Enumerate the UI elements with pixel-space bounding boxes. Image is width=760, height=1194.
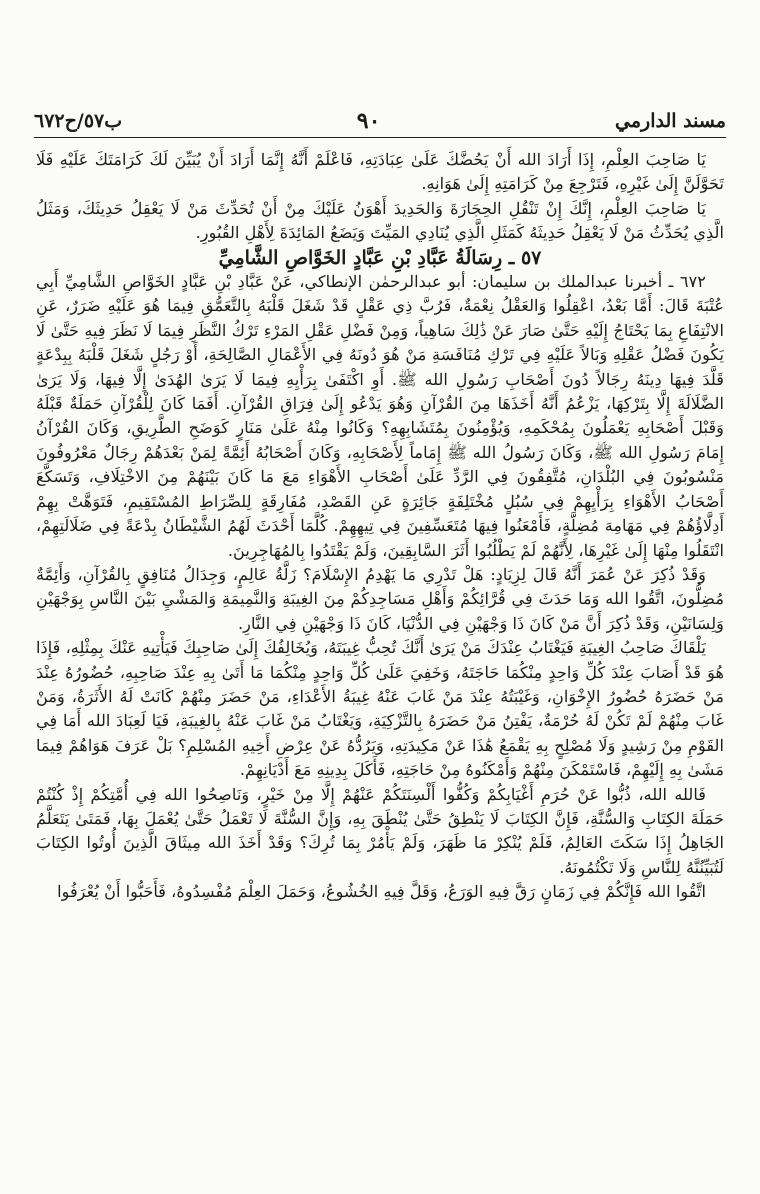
paragraph: فَالله الله، ذُبُّوا عَنْ حُرَمِ أَغْيَابِكُمْ وَكُفُّوا أَلْسِنَتَكُمْ عَنْهُمْ إِلَّا مِنْ خَيْرٍ، وَنَاصِحُوا الله فِي أُمَّتِكُمْ إِذْ كُنْتُمْ حَمَلَةَ الكِتَابِ وَالسُّنَّةِ، فَإِنَّ الكِتَابَ لَا يَنْطِقُ حَتَّىٰ يُنْطَقَ بِهِ، وَإِنَّ السُّنَّةَ لَا تَعْمَلُ حَتَّىٰ يُعْمَلَ بِهَا، فَمَتَىٰ يَتَعَلَّمُ الجَاهِلُ إِذَا سَكَتَ العَالِمُ، فَلَمْ يُنْكِرْ مَا ظَهَرَ، وَلَمْ يَأْمُرْ بِمَا تُرِكَ؟ وَقَدْ أَخَذَ الله مِيثَاقَ الَّذِينَ أُوتُوا الكِتَابَ لَتُبَيِّنُنَّهُ لِلنَّاسِ وَلَا تَكْتُمُونَهُ. [36, 784, 724, 877]
header-divider [34, 137, 726, 138]
paragraph: يَا صَاحِبَ العِلْمِ، إِذَا أَرَادَ الله أَنْ يَحُضَّكَ عَلَىٰ عِبَادَتِهِ، فَاعْلَمْ أَنَّهُ إِنَّمَا أَرَادَ أَنْ يُبَيِّنَ لَكَ كَرَامَتَكَ عَلَيْهِ فَلَا تَحَوَّلَنَّ إِلَىٰ غَيْرِهِ، فَتَرْجِعَ مِنْ كَرَامَتِهِ إِلَىٰ هَوَانِهِ. [36, 150, 724, 194]
section-title: ٥٧ ـ رِسَالَةُ عَبَّادِ بْنِ عَبَّادٍ الخَوَّاصِ الشَّامِيِّ [218, 246, 542, 269]
page-number: ٩٠ [356, 108, 381, 134]
hadith-reference: ب٥٧/ح٦٧٢ [34, 110, 123, 132]
paragraph: يَلْقَاكَ صَاحِبُ الغِيبَةِ فَيَغْتَابُ عِنْدَكَ مَنْ يَرَىٰ أَنَّكَ تُحِبُّ غِيبَتَهُ، وَيُخَالِفُكَ إِلَىٰ صَاحِبِكَ فَيَأْتِيهِ عَنْكَ بِمِثْلِهِ، فَإِذَا هُوَ قَدْ أَصَابَ عِنْدَ كُلِّ وَاحِدٍ مِنْكُمَا حَاجَتَهُ، وَخَفِيَ عَلَىٰ كُلِّ وَاحِدٍ مِنْكُمَا مَا أَتَىٰ بِهِ عِنْدَ صَاحِبِهِ، حُضُورُهُ عِنْدَ مَنْ حَضَرَهُ حُضُورُ الإِخْوَانِ، وَغَيْبَتُهُ عِنْدَ مَنْ غَابَ عَنْهُ غِيبَةُ الأَعْدَاءِ، مَنْ حَضَرَ مِنْهُمْ كَانَتْ لَهُ الأَثَرَةُ، وَمَنْ غَابَ مِنْهُمْ لَمْ تَكُنْ لَهُ حُرْمَةٌ، يَفْتِنُ مَنْ حَضَرَهُ بِالتَّزْكِيَةِ، وَيَغْتَابُ مَنْ غَابَ عَنْهُ بِالغِيبَةِ، فَيَا لَعِبَادَ الله أَمَا فِي القَوْمِ مِنْ رَشِيدٍ وَلَا مُصْلِحٍ بِهِ يَقْمَعُ هَٰذَا عَنْ مَكِيدَتِهِ، وَيَرُدُّهُ عَنْ عِرْضِ أَخِيهِ المُسْلِمِ؟ بَلْ عَرَفَ هَوَاهُمْ فِيمَا مَشَىٰ بِهِ إِلَيْهِمْ، فَاسْتَمْكَنَ مِنْهُمْ وَأَمْكَنُوهُ مِنْ حَاجَتِهِ، فَأَكَلَ بِدِينِهِ مَعَ أَدْيَانِهِمْ. [36, 638, 724, 780]
book-title: مسند الدارمي [615, 110, 726, 132]
paragraph: يَا صَاحِبَ العِلْمِ، إِنَّكَ إِنْ تَنْقُلِ الحِجَارَةَ وَالحَدِيدَ أَهْوَنُ عَلَيْكَ مِنْ أَنْ تُحَدِّثَ مَنْ لَا يَعْقِلُ حَدِيثَكَ، وَمَثَلُ الَّذِي يُحَدِّثُ مَنْ لَا يَعْقِلُ حَدِيثَهُ كَمَثَلِ الَّذِي يُنَادِي المَيِّتَ وَيَضَعُ المَائِدَةَ لِأَهْلِ القُبُورِ. [36, 198, 724, 243]
paragraph: ٦٧٢ ـ أخبرنا عبدالملك بن سليمان: أبو عبدالرحمٰن الإنطاكي، عَنْ عَبَّادِ بْنِ عَبَّادٍ الخَوَّاصِ الشَّامِيِّ أَبِي عُتْبَةَ قَالَ: أَمَّا بَعْدُ، اعْقِلُوا وَالعَقْلُ نِعْمَةٌ، فَرُبَّ ذِي عَقْلٍ قَدْ شَغَلَ قَلْبَهُ بِالتَّعَمُّقِ فِيمَا هُوَ عَلَيْهِ ضَرَرٌ، عَنِ الانْتِفَاعِ بِمَا يَحْتَاجُ إِلَيْهِ حَتَّىٰ صَارَ عَنْ ذَٰلِكَ سَاهِياً، وَمِنْ فَضْلِ عَقْلِ المَرْءِ تَرْكُ النَّظَرِ فِيمَا لَا نَظَرَ فِيهِ حَتَّىٰ لَا يَكُونَ فَضْلُ عَقْلِهِ وَبَالاً عَلَيْهِ فِي تَرْكِ مُنَافَسَةِ مَنْ هُوَ دُونَهُ فِي الأَعْمَالِ الصَّالِحَةِ، أَوْ رَجُلٍ شَغَلَ قَلْبَهُ بِبِدْعَةٍ قَلَّدَ فِيهَا دِينَهُ رِجَالاً دُونَ أَصْحَابِ رَسُولِ الله ﷺ. أَوِ اكْتَفَىٰ بِرَأْيِهِ فِيمَا لَا يَرَىٰ الهُدَىٰ إِلَّا فِيهَا، وَلَا يَرَىٰ الضَّلَالَةَ إِلَّا بِتَرْكِهَا، يَزْعُمُ أَنَّهُ أَخَذَهَا مِنَ القُرْآنِ وَهُوَ يَدْعُو إِلَىٰ فِرَاقِ القُرْآنِ. أَفَمَا كَانَ لِلْقُرْآنِ حَمَلَةٌ قَبْلَهُ وَقَبْلَ أَصْحَابِهِ يَعْمَلُونَ بِمُحْكَمِهِ، وَيُؤْمِنُونَ بِمُتَشَابِهِهِ؟ وَكَانُوا مِنْهُ عَلَىٰ مَنَارٍ كَوَضَحِ الطَّرِيقِ، وَكَانَ القُرْآنُ إِمَامَ رَسُولِ الله ﷺ، وَكَانَ رَسُولُ الله ﷺ إِمَاماً لِأَصْحَابِهِ، وَكَانَ أَصْحَابُهُ أَئِمَّةً لِمَنْ بَعْدَهُمْ رِجَالٌ مَعْرُوفُونَ مَنْسُوبُونَ فِي البُلْدَانِ، مُتَّفِقُونَ فِي الرَّدِّ عَلَىٰ أَصْحَابِ الأَهْوَاءِ مَعَ مَا كَانَ بَيْنَهُمْ مِنَ الاخْتِلَافِ، وَتَسَكَّعَ أَصْحَابُ الأَهْوَاءِ بِرَأْيِهِمْ فِي سُبُلٍ مُخْتَلِفَةٍ جَائِرَةٍ عَنِ القَصْدِ، مُفَارِقَةٍ لِلصِّرَاطِ المُسْتَقِيمِ، فَتَوَهَّتْ بِهِمْ أَدِلَّاؤُهُمْ فِي مَهَامِهَ مُضِلَّةٍ، فَأَمْعَنُوا فِيهَا مُتَعَسِّفِينَ فِي تِيهِهِمْ. كُلَّمَا أَحْدَثَ لَهُمُ الشَّيْطَانُ بِدْعَةً فِي ضَلَالَتِهِمْ، انْتَقَلُوا مِنْهَا إِلَىٰ غَيْرِهَا، لِأَنَّهُمْ لَمْ يَطْلُبُوا أَثَرَ السَّابِقِينَ، وَلَمْ يَقْتَدُوا بِالمُهَاجِرِينَ. [36, 272, 724, 560]
paragraph: اتَّقُوا الله فَإِنَّكُمْ فِي زَمَانٍ رَقَّ فِيهِ الوَرَعُ، وَقَلَّ فِيهِ الخُشُوعُ، وَحَمَلَ العِلْمَ مُفْسِدُوهُ، فَأَحَبُّوا أَنْ يُعْرَفُوا [57, 882, 706, 902]
main-text [36, 148, 724, 905]
page-header [34, 108, 726, 134]
paragraph: وَقَدْ ذُكِرَ عَنْ عُمَرَ أَنَّهُ قَالَ لِزِيَادٍ: هَلْ تَدْرِي مَا يَهْدِمُ الإِسْلَامَ؟ زَلَّةُ عَالِمٍ، وَجِدَالُ مُنَافِقٍ بِالقُرْآنِ، وَأَئِمَّةٌ مُضِلُّونَ، اتَّقُوا الله وَمَا حَدَثَ فِي قُرَّائِكُمْ وَأَهْلِ مَسَاجِدِكُمْ مِنَ الغِيبَةِ وَالنَّمِيمَةِ وَالمَشْيِ بَيْنَ النَّاسِ بِوَجْهَيْنِ وَلِسَانَيْنِ، وَقَدْ ذُكِرَ أَنَّ مَنْ كَانَ ذَا وَجْهَيْنِ فِي الدُّنْيَا، كَانَ ذَا وَجْهَيْنِ فِي النَّارِ. [36, 564, 724, 633]
